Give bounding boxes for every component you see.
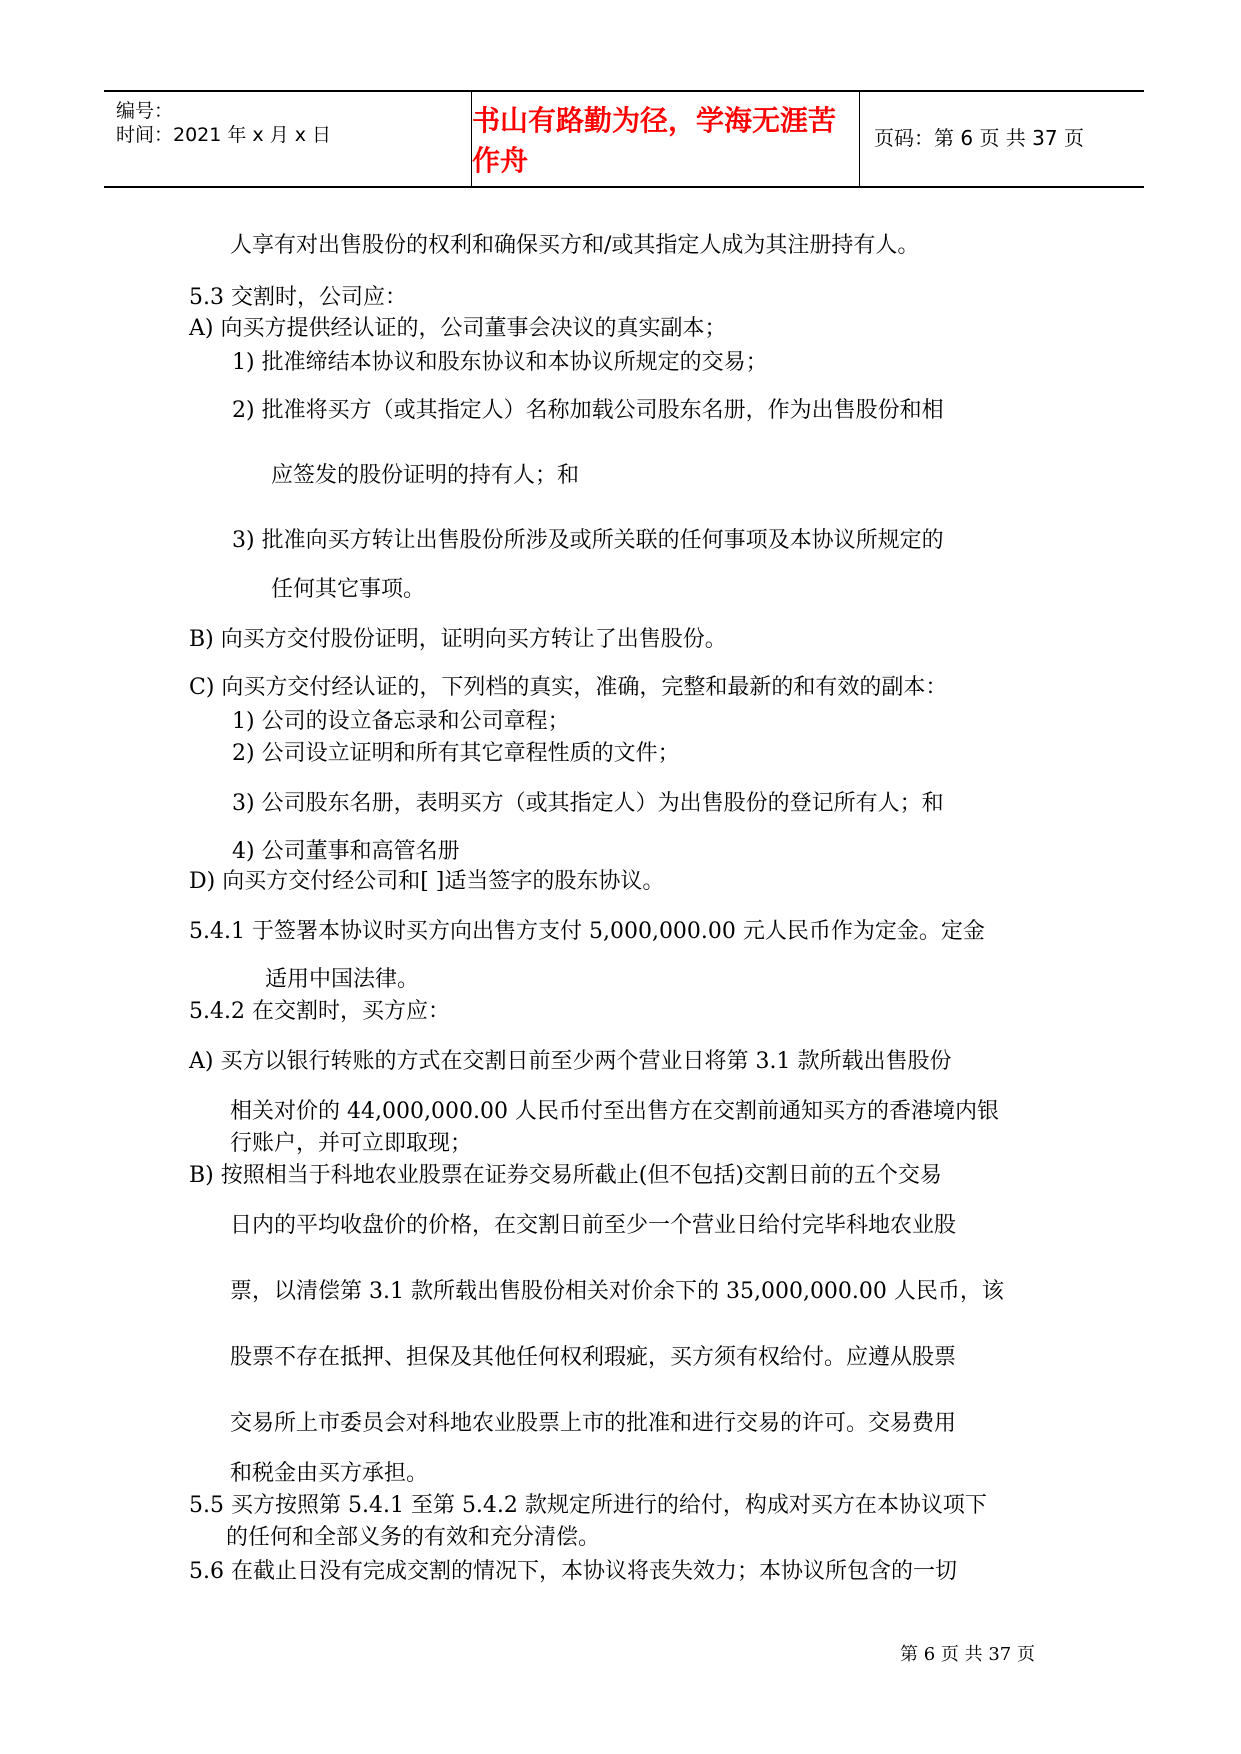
page-header — [104, 90, 1144, 188]
body-line: C) 向买方交付经认证的，下列档的真实，准确，完整和最新的和有效的副本： — [189, 675, 948, 700]
body-line: 5.4.1 于签署本协议时买方向出售方支付 5,000,000.00 元人民币作为定金。定金 — [189, 919, 985, 944]
page-footer-number: 第 6 页 共 37 页 — [900, 1644, 1035, 1665]
body-line: 股票不存在抵押、担保及其他任何权利瑕疵，买方须有权给付。应遵从股票 — [230, 1345, 957, 1370]
body-line: 日内的平均收盘价的价格，在交割日前至少一个营业日给付完毕科地农业股 — [230, 1213, 957, 1238]
header-page-number: 页码：第 6 页 共 37 页 — [874, 126, 1084, 150]
body-line: A) 向买方提供经认证的，公司董事会决议的真实副本； — [189, 316, 727, 341]
clause-heading: 5.4.2 在交割时，买方应： — [189, 999, 450, 1024]
body-line: 应签发的股份证明的持有人；和 — [271, 463, 580, 488]
body-line: 相关对价的 44,000,000.00 人民币付至出售方在交割前通知买方的香港境内银 — [230, 1099, 999, 1124]
clause-heading: 5.5 买方按照第 5.4.1 至第 5.4.2 款规定所进行的给付，构成对买方在本协议项下 — [189, 1493, 987, 1518]
body-line: A) 买方以银行转账的方式在交割日前至少两个营业日将第 3.1 款所载出售股份 — [189, 1049, 952, 1074]
body-line: 人享有对出售股份的权利和确保买方和/或其指定人成为其注册持有人。 — [230, 233, 920, 258]
body-line: 3) 公司股东名册，表明买方（或其指定人）为出售股份的登记所有人；和 — [232, 791, 944, 816]
header-left-cell — [116, 92, 471, 186]
body-line: 2) 公司设立证明和所有其它章程性质的文件； — [232, 741, 680, 766]
body-line: 的任何和全部义务的有效和充分清偿。 — [226, 1525, 601, 1550]
body-line: 适用中国法律。 — [265, 967, 420, 992]
body-line: 和税金由买方承担。 — [230, 1461, 429, 1486]
body-line: B) 向买方交付股份证明，证明向买方转让了出售股份。 — [189, 627, 727, 652]
body-line: 1) 公司的设立备忘录和公司章程； — [232, 709, 570, 734]
body-line: 3) 批准向买方转让出售股份所涉及或所关联的任何事项及本协议所规定的 — [232, 528, 944, 553]
body-line: 票，以清偿第 3.1 款所载出售股份相关对价余下的 35,000,000.00 人民币，该 — [230, 1279, 1004, 1304]
header-divider — [859, 92, 860, 186]
body-line: 行账户，并可立即取现； — [230, 1131, 473, 1156]
body-line: D) 向买方交付经公司和[ ]适当签字的股东协议。 — [189, 869, 665, 894]
body-line: 4) 公司董事和高管名册 — [232, 839, 460, 864]
clause-heading: 5.3 交割时，公司应： — [189, 285, 407, 310]
body-line: 2) 批准将买方（或其指定人）名称加载公司股东名册，作为出售股份和相 — [232, 398, 944, 423]
body-line: 1) 批准缔结本协议和股东协议和本协议所规定的交易； — [232, 350, 768, 375]
header-motto: 书山有路勤为径，学海无涯苦作舟 — [472, 104, 837, 177]
body-line: 交易所上市委员会对科地农业股票上市的批准和进行交易的许可。交易费用 — [230, 1411, 957, 1436]
body-line: B) 按照相当于科地农业股票在证券交易所截止(但不包括)交割日前的五个交易 — [189, 1163, 942, 1188]
document-number-label: 编号： — [116, 100, 174, 122]
document-time-label: 时间：2021 年 x 月 x 日 — [116, 124, 332, 146]
body-line: 任何其它事项。 — [271, 577, 426, 602]
clause-heading: 5.6 在截止日没有完成交割的情况下，本协议将丧失效力；本协议所包含的一切 — [189, 1559, 957, 1584]
